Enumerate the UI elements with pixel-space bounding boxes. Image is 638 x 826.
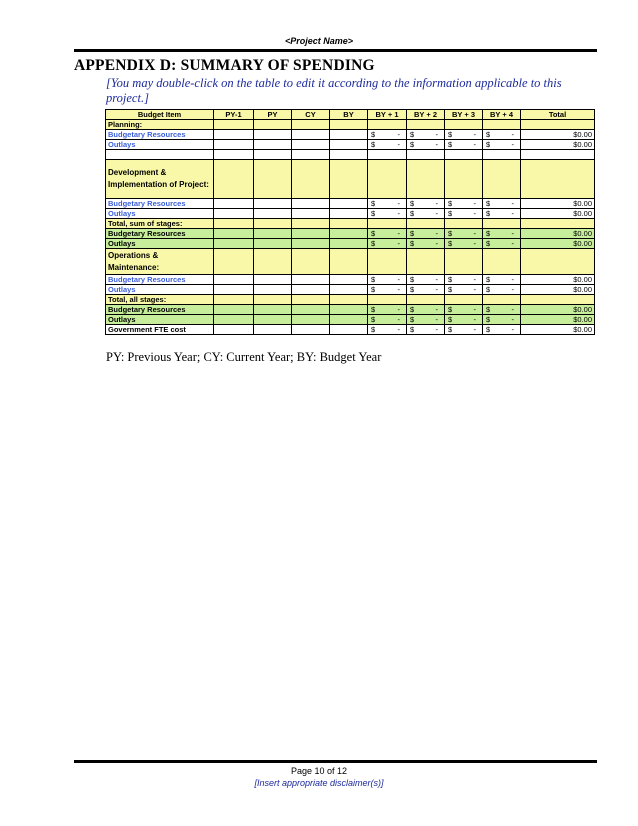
empty-cell[interactable] [292,219,330,229]
empty-cell[interactable] [330,150,368,160]
table-row [106,199,595,209]
empty-cell[interactable] [368,160,407,199]
empty-cell[interactable] [330,275,368,285]
col-header: PY [254,110,292,120]
dash-value: - [397,325,400,334]
currency-symbol: $ [410,199,415,208]
dash-value: - [473,229,476,238]
amount-cell[interactable] [368,140,407,150]
currency-symbol: $ [410,285,415,294]
empty-cell[interactable] [214,315,254,325]
running-header: <Project Name> [284,36,354,46]
amount-cell[interactable] [483,325,521,335]
dash-value: - [435,315,438,324]
table-row [106,315,595,325]
dash-value: - [511,229,514,238]
empty-cell[interactable] [330,219,368,229]
empty-cell[interactable] [445,295,483,305]
amount-cell[interactable] [368,305,407,315]
empty-cell[interactable] [521,160,595,199]
empty-cell[interactable] [330,249,368,275]
amount-cell[interactable] [368,285,407,295]
amount-cell[interactable] [407,199,445,209]
col-header: BY [330,110,368,120]
amount-cell[interactable] [483,199,521,209]
currency-symbol: $ [410,239,415,248]
empty-cell[interactable] [292,305,330,315]
dash-value: - [397,275,400,284]
dash-value: - [473,315,476,324]
empty-cell[interactable] [407,295,445,305]
dash-value: - [511,275,514,284]
currency-symbol: $ [486,325,491,334]
empty-cell[interactable] [521,150,595,160]
dash-value: - [511,199,514,208]
empty-cell[interactable] [292,249,330,275]
section-header-row [106,295,595,305]
amount-cell[interactable] [483,209,521,219]
edit-instructions: [You may double-click on the table to edit it according to the information applicable to this project.] [106,76,562,105]
empty-cell[interactable] [214,209,254,219]
empty-cell[interactable] [214,275,254,285]
total-cell[interactable]: $0.00 [521,229,595,239]
amount-cell[interactable] [407,305,445,315]
empty-cell[interactable] [445,120,483,130]
table-row [106,305,595,315]
dash-value: - [397,315,400,324]
empty-cell[interactable] [330,130,368,140]
empty-cell[interactable] [254,160,292,199]
amount-cell[interactable] [407,229,445,239]
empty-cell[interactable] [445,160,483,199]
empty-cell[interactable] [214,130,254,140]
row-label: Budgetary Resources [106,229,214,239]
abbreviation-footnote: PY: Previous Year; CY: Current Year; BY: Budget Year [106,350,382,364]
empty-cell[interactable] [330,315,368,325]
table-row [106,285,595,295]
dash-value: - [511,285,514,294]
dash-value: - [511,239,514,248]
currency-symbol: $ [371,315,376,324]
empty-cell[interactable] [214,150,254,160]
amount-cell[interactable] [445,140,483,150]
empty-cell[interactable] [330,285,368,295]
empty-cell[interactable] [214,239,254,249]
empty-cell[interactable] [254,199,292,209]
amount-cell[interactable] [407,239,445,249]
dash-value: - [397,140,400,149]
currency-symbol: $ [486,305,491,314]
amount-cell[interactable] [483,305,521,315]
amount-cell[interactable] [407,325,445,335]
dash-value: - [435,209,438,218]
empty-cell[interactable] [292,150,330,160]
empty-cell[interactable] [292,140,330,150]
empty-cell[interactable] [214,140,254,150]
currency-symbol: $ [371,209,376,218]
row-label: Outlays [106,140,214,150]
empty-cell[interactable] [330,160,368,199]
currency-symbol: $ [448,229,453,238]
empty-cell[interactable] [445,219,483,229]
section-label: Total, sum of stages: [106,219,214,229]
row-label: Government FTE cost [106,325,214,335]
total-cell[interactable]: $0.00 [521,325,595,335]
empty-cell[interactable] [368,249,407,275]
dash-value: - [511,315,514,324]
table-row [106,275,595,285]
empty-cell[interactable] [292,315,330,325]
amount-cell[interactable] [407,275,445,285]
row-label: Outlays [106,315,214,325]
dash-value: - [473,305,476,314]
amount-cell[interactable] [445,239,483,249]
dash-value: - [511,130,514,139]
row-label: Outlays [106,285,214,295]
empty-cell[interactable] [292,275,330,285]
spending-summary-table[interactable] [105,109,595,335]
currency-symbol: $ [448,199,453,208]
empty-cell[interactable] [368,295,407,305]
empty-cell[interactable] [330,325,368,335]
dash-value: - [435,239,438,248]
empty-cell[interactable] [483,150,521,160]
total-cell[interactable]: $0.00 [521,130,595,140]
amount-cell[interactable] [483,130,521,140]
dash-value: - [473,239,476,248]
dash-value: - [397,285,400,294]
empty-cell[interactable] [254,295,292,305]
amount-cell[interactable] [445,315,483,325]
empty-cell[interactable] [292,120,330,130]
empty-cell[interactable] [521,295,595,305]
amount-cell[interactable] [445,275,483,285]
empty-cell[interactable] [254,315,292,325]
amount-cell[interactable] [368,315,407,325]
dash-value: - [397,199,400,208]
dash-value: - [435,285,438,294]
empty-cell[interactable] [292,130,330,140]
amount-cell[interactable] [445,325,483,335]
amount-cell[interactable] [445,305,483,315]
section-label: Operations & Maintenance: [106,249,214,275]
empty-cell[interactable] [483,219,521,229]
row-label: Budgetary Resources [106,199,214,209]
total-cell[interactable]: $0.00 [521,315,595,325]
currency-symbol: $ [410,275,415,284]
currency-symbol: $ [486,239,491,248]
empty-cell[interactable] [254,140,292,150]
empty-cell[interactable] [368,120,407,130]
currency-symbol: $ [486,209,491,218]
amount-cell[interactable] [483,275,521,285]
empty-cell[interactable] [214,249,254,275]
appendix-title: APPENDIX D: SUMMARY OF SPENDING [74,57,375,74]
currency-symbol: $ [486,140,491,149]
col-header: Total [521,110,595,120]
empty-cell[interactable] [330,209,368,219]
currency-symbol: $ [371,285,376,294]
empty-cell[interactable] [292,239,330,249]
currency-symbol: $ [371,130,376,139]
amount-cell[interactable] [483,140,521,150]
empty-cell[interactable] [106,150,214,160]
amount-cell[interactable] [483,285,521,295]
currency-symbol: $ [410,209,415,218]
currency-symbol: $ [410,140,415,149]
disclaimer: [Insert appropriate disclaimer(s)] [254,778,384,788]
currency-symbol: $ [486,199,491,208]
col-header: BY + 4 [483,110,521,120]
currency-symbol: $ [371,239,376,248]
dash-value: - [397,239,400,248]
table-row [106,239,595,249]
amount-cell[interactable] [368,199,407,209]
empty-cell[interactable] [254,325,292,335]
currency-symbol: $ [448,209,453,218]
table-row [106,229,595,239]
table-row [106,140,595,150]
currency-symbol: $ [448,239,453,248]
page-number: Page 10 of 12 [290,766,348,776]
empty-cell[interactable] [483,249,521,275]
section-header-row [106,120,595,130]
dash-value: - [435,140,438,149]
currency-symbol: $ [410,229,415,238]
total-cell[interactable]: $0.00 [521,275,595,285]
empty-cell[interactable] [330,120,368,130]
empty-cell[interactable] [214,285,254,295]
empty-cell[interactable] [407,120,445,130]
currency-symbol: $ [448,305,453,314]
empty-cell[interactable] [292,209,330,219]
empty-cell[interactable] [330,295,368,305]
section-header-row [106,219,595,229]
section-header-row [106,249,595,275]
empty-cell[interactable] [521,120,595,130]
section-label: Total, all stages: [106,295,214,305]
currency-symbol: $ [448,130,453,139]
amount-cell[interactable] [407,285,445,295]
amount-cell[interactable] [368,130,407,140]
amount-cell[interactable] [483,239,521,249]
empty-cell[interactable] [445,150,483,160]
amount-cell[interactable] [483,315,521,325]
amount-cell[interactable] [445,285,483,295]
empty-cell[interactable] [254,209,292,219]
dash-value: - [511,325,514,334]
total-cell[interactable]: $0.00 [521,305,595,315]
empty-cell[interactable] [521,219,595,229]
currency-symbol: $ [486,285,491,294]
empty-cell[interactable] [254,120,292,130]
total-cell[interactable]: $0.00 [521,140,595,150]
amount-cell[interactable] [368,229,407,239]
empty-cell[interactable] [254,249,292,275]
dash-value: - [397,229,400,238]
currency-symbol: $ [448,275,453,284]
total-cell[interactable]: $0.00 [521,209,595,219]
table-row [106,209,595,219]
empty-cell[interactable] [292,199,330,209]
empty-cell[interactable] [292,285,330,295]
amount-cell[interactable] [445,209,483,219]
amount-cell[interactable] [483,229,521,239]
table-row [106,325,595,335]
empty-cell[interactable] [254,229,292,239]
empty-cell[interactable] [214,199,254,209]
empty-cell[interactable] [254,239,292,249]
col-header: BY + 2 [407,110,445,120]
dash-value: - [473,325,476,334]
amount-cell[interactable] [407,130,445,140]
row-label: Budgetary Resources [106,305,214,315]
total-cell[interactable]: $0.00 [521,285,595,295]
empty-cell[interactable] [254,130,292,140]
empty-cell[interactable] [214,120,254,130]
section-label: Development & Implementation of Project: [106,160,214,199]
empty-cell[interactable] [292,295,330,305]
empty-cell[interactable] [214,295,254,305]
currency-symbol: $ [486,275,491,284]
dash-value: - [435,325,438,334]
empty-cell[interactable] [407,160,445,199]
spacer-row [106,150,595,160]
col-header: PY-1 [214,110,254,120]
empty-cell[interactable] [254,275,292,285]
dash-value: - [473,140,476,149]
col-header: BY + 1 [368,110,407,120]
empty-cell[interactable] [407,219,445,229]
empty-cell[interactable] [330,229,368,239]
currency-symbol: $ [486,315,491,324]
empty-cell[interactable] [254,305,292,315]
row-label: Outlays [106,209,214,219]
empty-cell[interactable] [292,325,330,335]
amount-cell[interactable] [445,130,483,140]
col-header: CY [292,110,330,120]
empty-cell[interactable] [330,199,368,209]
col-header: BY + 3 [445,110,483,120]
empty-cell[interactable] [368,150,407,160]
empty-cell[interactable] [292,229,330,239]
amount-cell[interactable] [407,140,445,150]
currency-symbol: $ [448,285,453,294]
empty-cell[interactable] [292,160,330,199]
dash-value: - [473,209,476,218]
amount-cell[interactable] [445,199,483,209]
currency-symbol: $ [448,140,453,149]
empty-cell[interactable] [521,249,595,275]
dash-value: - [435,130,438,139]
amount-cell[interactable] [407,315,445,325]
currency-symbol: $ [410,305,415,314]
empty-cell[interactable] [254,219,292,229]
row-label: Budgetary Resources [106,275,214,285]
empty-cell[interactable] [445,249,483,275]
dash-value: - [473,275,476,284]
amount-cell[interactable] [368,275,407,285]
empty-cell[interactable] [407,249,445,275]
empty-cell[interactable] [483,160,521,199]
currency-symbol: $ [448,315,453,324]
total-cell[interactable]: $0.00 [521,239,595,249]
dash-value: - [397,209,400,218]
currency-symbol: $ [371,275,376,284]
empty-cell[interactable] [368,219,407,229]
empty-cell[interactable] [330,305,368,315]
empty-cell[interactable] [254,285,292,295]
empty-cell[interactable] [214,219,254,229]
dash-value: - [511,209,514,218]
currency-symbol: $ [486,229,491,238]
dash-value: - [511,305,514,314]
amount-cell[interactable] [368,209,407,219]
table-header-row [106,110,595,120]
amount-cell[interactable] [368,239,407,249]
row-label: Outlays [106,239,214,249]
amount-cell[interactable] [445,229,483,239]
empty-cell[interactable] [214,229,254,239]
dash-value: - [397,130,400,139]
dash-value: - [511,140,514,149]
total-cell[interactable]: $0.00 [521,199,595,209]
empty-cell[interactable] [483,295,521,305]
dash-value: - [473,199,476,208]
dash-value: - [473,285,476,294]
empty-cell[interactable] [214,305,254,315]
currency-symbol: $ [371,325,376,334]
dash-value: - [397,305,400,314]
footer-rule [74,760,597,763]
empty-cell[interactable] [483,120,521,130]
col-header: Budget Item [106,110,214,120]
empty-cell[interactable] [254,150,292,160]
currency-symbol: $ [371,140,376,149]
header-rule [74,49,597,52]
amount-cell[interactable] [368,325,407,335]
dash-value: - [473,130,476,139]
currency-symbol: $ [486,130,491,139]
section-header-row [106,160,595,199]
table-row [106,130,595,140]
section-label: Planning: [106,120,214,130]
empty-cell[interactable] [214,160,254,199]
empty-cell[interactable] [330,140,368,150]
dash-value: - [435,275,438,284]
currency-symbol: $ [371,229,376,238]
currency-symbol: $ [410,130,415,139]
currency-symbol: $ [410,325,415,334]
currency-symbol: $ [371,305,376,314]
currency-symbol: $ [410,315,415,324]
dash-value: - [435,199,438,208]
empty-cell[interactable] [214,325,254,335]
empty-cell[interactable] [330,239,368,249]
empty-cell[interactable] [407,150,445,160]
dash-value: - [435,229,438,238]
dash-value: - [435,305,438,314]
currency-symbol: $ [371,199,376,208]
row-label: Budgetary Resources [106,130,214,140]
amount-cell[interactable] [407,209,445,219]
currency-symbol: $ [448,325,453,334]
